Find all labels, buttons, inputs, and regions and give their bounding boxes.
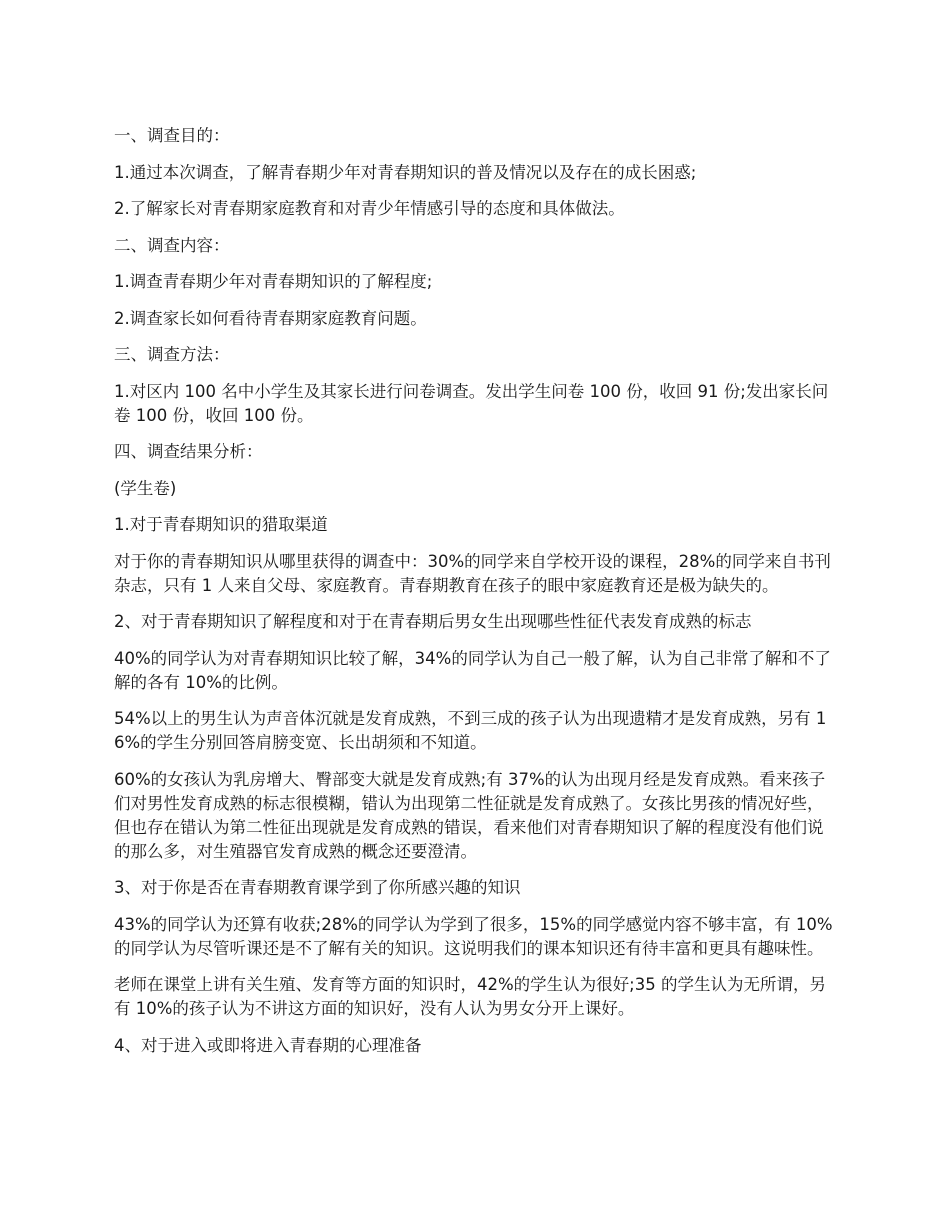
- result-paragraph-2c: 60%的女孩认为乳房增大、臀部变大就是发育成熟;有 37%的认为出现月经是发育成熟。看来孩子们对男性发育成熟的标志很模糊，错认为出现第二性征就是发育成熟了。女孩比男孩的情况好些，但也存在错认为第二性征出现就是发育成熟的错误，看来他们对青春期知识了解的程度没有他们说的那么多，对生殖器官发育成熟的概念还要澄清。: [114, 769, 826, 861]
- result-paragraph-1: 对于你的青春期知识从哪里获得的调查中：30%的同学来自学校开设的课程，28%的同学来自书刊杂志，只有 1 人来自父母、家庭教育。青春期教育在孩子的眼中家庭教育还是极为缺失的。: [114, 551, 831, 595]
- student-survey-label: (学生卷): [114, 478, 177, 498]
- content-item-1: 1.调查青春期少年对青春期知识的了解程度;: [114, 272, 433, 291]
- result-paragraph-3a: 43%的同学认为还算有收获;28%的同学认为学到了很多，15%的同学感觉内容不够丰富，有 10%的同学认为尽管听课还是不了解有关的知识。这说明我们的课本知识还有待丰富和更具有趣味性。: [114, 914, 833, 958]
- result-heading-1: 1.对于青春期知识的猎取渠道: [114, 515, 328, 534]
- section-heading-method: 三、调查方法：: [114, 345, 230, 364]
- result-paragraph-3b: 老师在课堂上讲有关生殖、发育等方面的知识时，42%的学生认为很好;35 的学生认为无所谓，另有 10%的孩子认为不讲这方面的知识好，没有人认为男女分开上课好。: [114, 975, 826, 1018]
- section-heading-content: 二、调查内容：: [114, 235, 230, 255]
- result-heading-4: 4、对于进入或即将进入青春期的心理准备: [114, 1035, 422, 1055]
- result-heading-3: 3、对于你是否在青春期教育课学到了你所感兴趣的知识: [114, 878, 521, 897]
- purpose-item-2: 2.了解家长对青春期家庭教育和对青少年情感引导的态度和具体做法。: [114, 199, 625, 218]
- result-paragraph-2b: 54%以上的男生认为声音体沉就是发育成熟，不到三成的孩子认为出现遗精才是发育成熟，另有 16%的学生分别回答肩膀变宽、长出胡须和不知道。: [114, 709, 827, 752]
- document-body: [114, 124, 839, 1070]
- content-item-2: 2.调查家长如何看待青春期家庭教育问题。: [114, 308, 427, 328]
- purpose-item-1: 1.通过本次调查，了解青春期少年对青春期知识的普及情况以及存在的成长困惑;: [114, 162, 697, 182]
- section-heading-purpose: 一、调查目的：: [114, 126, 230, 145]
- result-heading-2: 2、对于青春期知识了解程度和对于在青春期后男女生出现哪些性征代表发育成熟的标志: [114, 612, 752, 631]
- section-heading-results: 四、调查结果分析：: [114, 442, 263, 461]
- result-paragraph-2a: 40%的同学认为对青春期知识比较了解，34%的同学认为自己一般了解，认为自己非常了解和不了解的各有 10%的比例。: [114, 648, 831, 692]
- method-item-1: 1.对区内 100 名中小学生及其家长进行问卷调查。发出学生问卷 100 份，收回 91 份;发出家长问卷 100 份，收回 100 份。: [114, 381, 829, 425]
